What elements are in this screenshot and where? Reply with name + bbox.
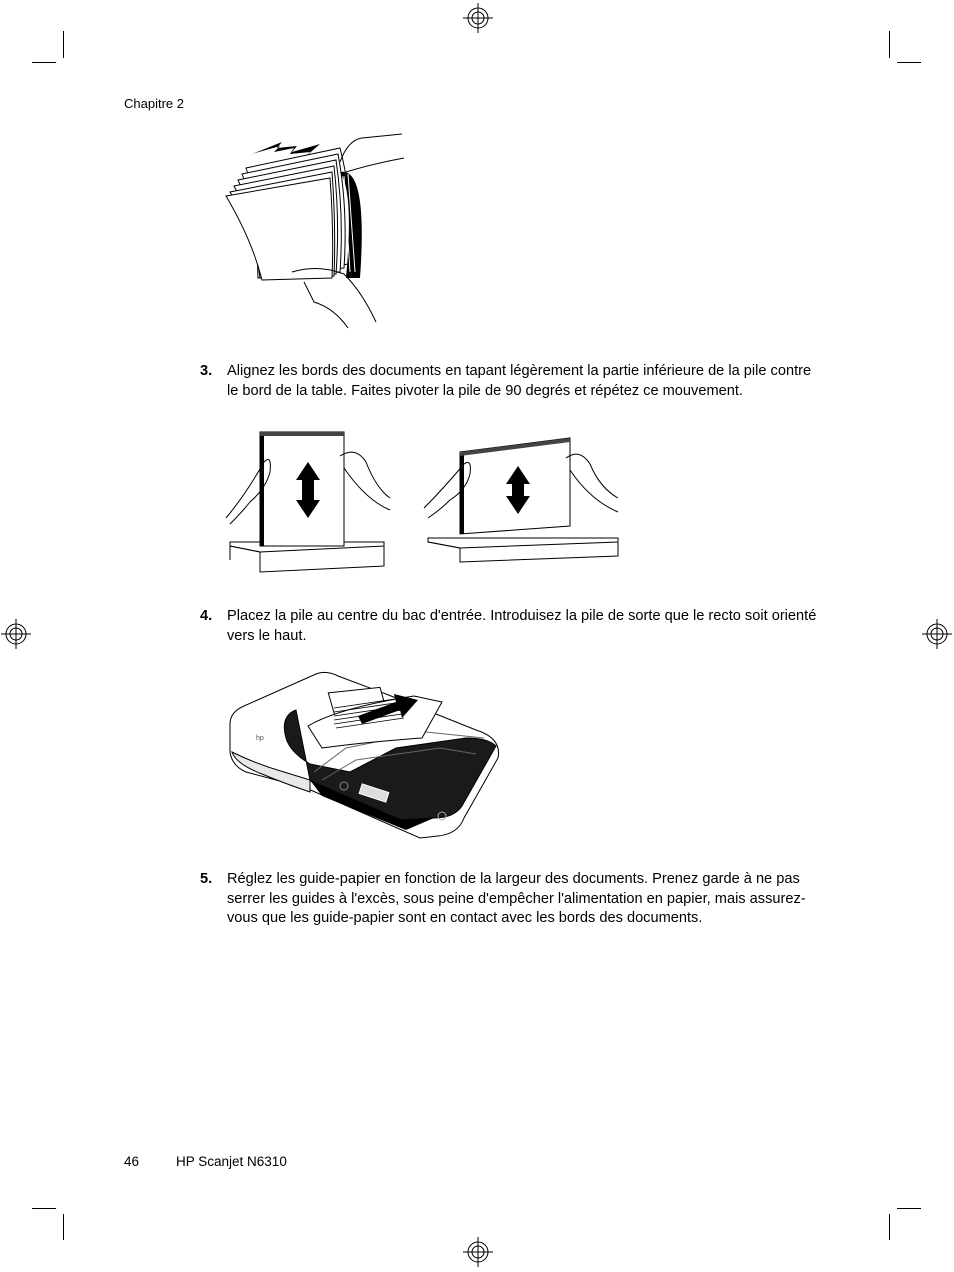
product-name: HP Scanjet N6310 — [176, 1154, 287, 1169]
crop-mark — [63, 31, 64, 58]
tap-stack-landscape-illustration — [424, 434, 620, 564]
crop-mark — [32, 1208, 56, 1209]
page-number: 46 — [124, 1154, 140, 1169]
crop-mark — [32, 62, 56, 63]
tap-stack-portrait-illustration — [226, 428, 390, 574]
step-number: 3. — [200, 363, 213, 379]
crop-mark — [889, 31, 890, 58]
registration-mark-bottom — [463, 1237, 493, 1267]
crop-mark — [889, 1214, 890, 1240]
step-number: 5. — [200, 871, 213, 887]
step-text: Alignez les bords des documents en tapant légèrement la partie inférieure de la pile contre le bord de la table. Faites pivoter la pile de 90 degrés et répétez ce mouvement. — [227, 363, 812, 399]
step-text: Placez la pile au centre du bac d'entrée. Introduisez la pile de sorte que le recto soit orienté vers le haut. — [227, 608, 817, 644]
scanner-input-tray-illustration — [226, 668, 506, 842]
registration-mark-right — [922, 619, 952, 649]
step-text: Réglez les guide-papier en fonction de la largeur des documents. Prenez garde à ne pas serrer les guides à l'excès, sous peine d'empêcher l'alimentation en papier, mais assurez-vous que les guide-papier sont en contact avec les bords des documents. — [227, 871, 806, 926]
step-number: 4. — [200, 608, 213, 624]
fanning-paper-illustration — [222, 132, 412, 332]
svg-text:hp: hp — [256, 735, 264, 742]
chapter-header: Chapitre 2 — [124, 96, 184, 111]
registration-mark-top — [463, 3, 493, 33]
registration-mark-left — [1, 619, 31, 649]
crop-mark — [897, 1208, 921, 1209]
crop-mark — [63, 1214, 64, 1240]
crop-mark — [897, 62, 921, 63]
